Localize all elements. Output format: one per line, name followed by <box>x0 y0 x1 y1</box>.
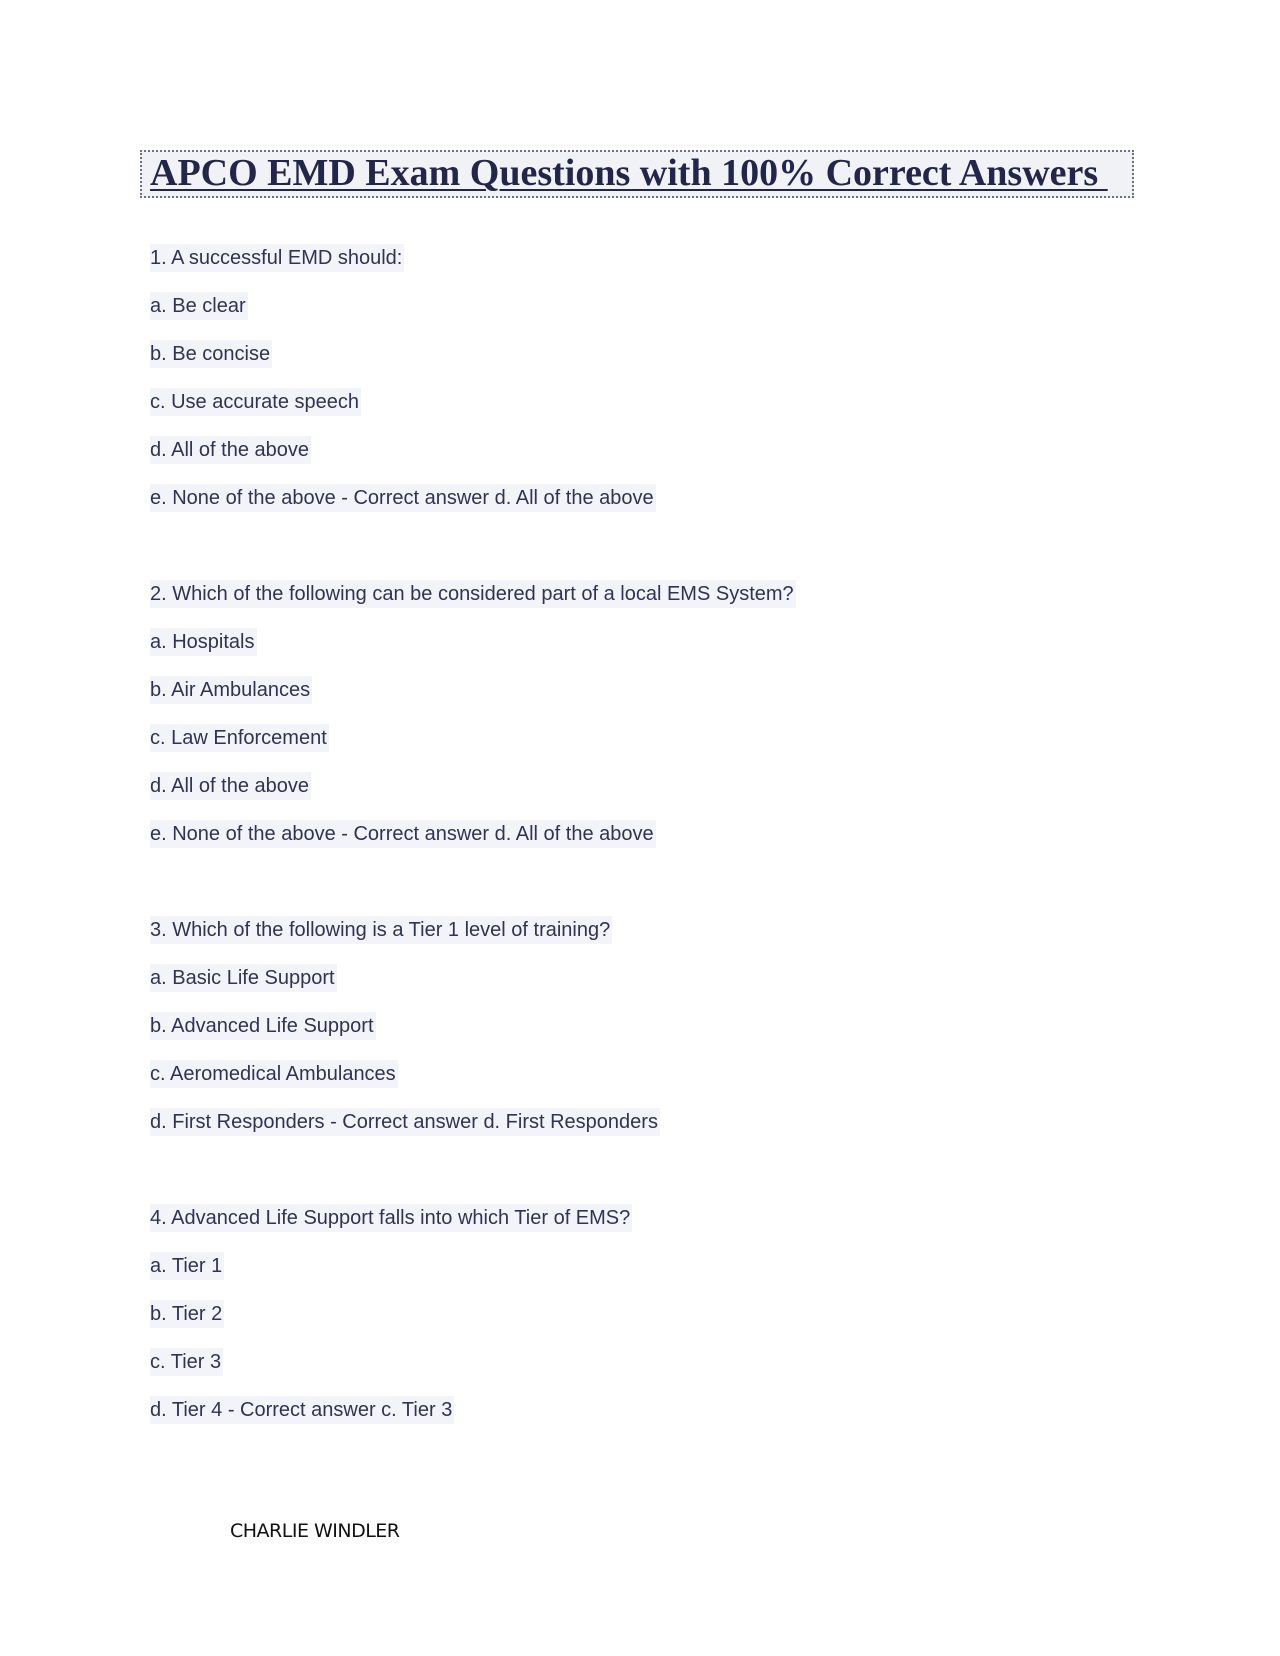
question-3-option-d-answer: d. First Responders - Correct answer d. First Responders <box>150 1108 660 1136</box>
page-title: APCO EMD Exam Questions with 100% Correct Answers <box>150 152 1108 194</box>
question-1-option-d: d. All of the above <box>150 436 311 464</box>
question-3-prompt: 3. Which of the following is a Tier 1 level of training? <box>150 916 612 944</box>
question-4-option-c: c. Tier 3 <box>150 1348 223 1376</box>
question-2-prompt: 2. Which of the following can be considered part of a local EMS System? <box>150 580 796 608</box>
question-4-prompt: 4. Advanced Life Support falls into which Tier of EMS? <box>150 1204 632 1232</box>
question-3-option-a: a. Basic Life Support <box>150 964 337 992</box>
footer-author: CHARLIE WINDLER <box>230 1520 400 1542</box>
question-2-option-a: a. Hospitals <box>150 628 257 656</box>
question-1-option-b: b. Be concise <box>150 340 272 368</box>
question-1-option-a: a. Be clear <box>150 292 248 320</box>
question-1-prompt: 1. A successful EMD should: <box>150 244 404 272</box>
question-3-option-b: b. Advanced Life Support <box>150 1012 376 1040</box>
question-1-option-c: c. Use accurate speech <box>150 388 361 416</box>
question-4-option-a: a. Tier 1 <box>150 1252 224 1280</box>
question-2-option-c: c. Law Enforcement <box>150 724 329 752</box>
question-1-option-e-answer: e. None of the above - Correct answer d. All of the above <box>150 484 656 512</box>
question-2-option-d: d. All of the above <box>150 772 311 800</box>
question-2-option-b: b. Air Ambulances <box>150 676 312 704</box>
question-4-option-d-answer: d. Tier 4 - Correct answer c. Tier 3 <box>150 1396 454 1424</box>
question-3-option-c: c. Aeromedical Ambulances <box>150 1060 398 1088</box>
question-2-option-e-answer: e. None of the above - Correct answer d. All of the above <box>150 820 656 848</box>
question-4-option-b: b. Tier 2 <box>150 1300 224 1328</box>
